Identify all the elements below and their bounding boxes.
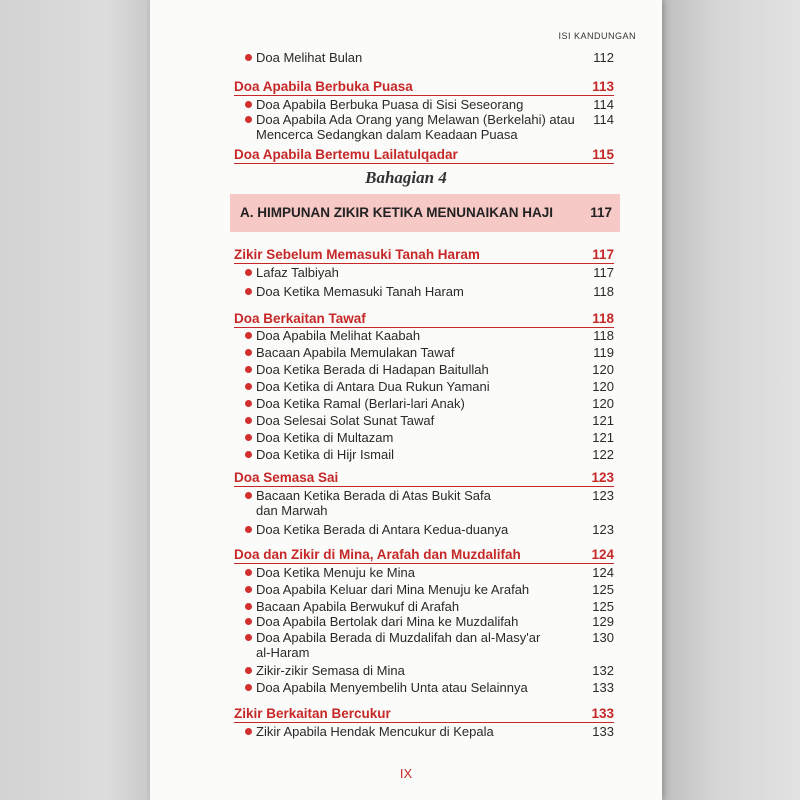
toc-item-page: 130 [592, 630, 614, 645]
toc-item-text: Bacaan Apabila Memulakan Tawaf [256, 345, 455, 360]
section-title: Zikir Sebelum Memasuki Tanah Haram [234, 247, 480, 262]
toc-item-page: 112 [593, 50, 614, 65]
bullet-icon [245, 54, 252, 61]
toc-item-page: 122 [592, 447, 614, 462]
toc-item-text: Doa Selesai Solat Sunat Tawaf [256, 413, 435, 428]
toc-item-page: 120 [592, 379, 614, 394]
toc-item-page: 133 [592, 680, 614, 695]
section-title: Doa Semasa Sai [234, 470, 339, 485]
banner-title: A. HIMPUNAN ZIKIR KETIKA MENUNAIKAN HAJI [240, 205, 553, 220]
toc-item-page: 117 [593, 265, 614, 280]
bullet-icon [245, 684, 252, 691]
section-underline [234, 722, 614, 723]
bullet-icon [245, 492, 252, 499]
bullet-icon [245, 586, 252, 593]
bullet-icon [245, 618, 252, 625]
bullet-icon [245, 332, 252, 339]
toc-item-text: Lafaz Talbiyah [256, 265, 339, 280]
bullet-icon [245, 451, 252, 458]
toc-item-page: 114 [593, 112, 614, 127]
bullet-icon [245, 101, 252, 108]
bullet-icon [245, 526, 252, 533]
toc-item-page: 114 [593, 97, 614, 112]
section-title: Zikir Berkaitan Bercukur [234, 706, 391, 721]
section-page: 123 [591, 470, 614, 485]
toc-item-text: Doa Ketika Berada di Hadapan Baitullah [256, 362, 489, 377]
bullet-icon [245, 434, 252, 441]
section-page: 115 [592, 147, 614, 162]
toc-item-page: 120 [592, 362, 614, 377]
bullet-icon [245, 288, 252, 295]
toc-item-page: 123 [592, 522, 614, 537]
left-page-background [0, 0, 150, 800]
bullet-icon [245, 728, 252, 735]
bullet-icon [245, 269, 252, 276]
toc-item-text: Doa Apabila Keluar dari Mina Menuju ke Arafah [256, 582, 530, 597]
toc-item-page: 125 [592, 599, 614, 614]
toc-item-text: Doa Melihat Bulan [256, 50, 363, 65]
toc-item-page: 118 [593, 284, 614, 299]
section-page: 124 [591, 547, 614, 562]
toc-item-text: Bacaan Apabila Berwukuf di Arafah [256, 599, 460, 614]
bullet-icon [245, 569, 252, 576]
toc-item-page: 124 [592, 565, 614, 580]
section-title: Doa Apabila Bertemu Lailatulqadar [234, 147, 458, 162]
toc-item-page: 119 [593, 345, 614, 360]
toc-item-text: Doa Apabila Ada Orang yang Melawan (Berkelahi) atau Mencerca Sedangkan dalam Keadaan Puasa [256, 112, 575, 142]
section-title: Doa Berkaitan Tawaf [234, 311, 366, 326]
toc-item-page: 133 [592, 724, 614, 739]
bullet-icon [245, 634, 252, 641]
toc-item-page: 129 [592, 614, 614, 629]
toc-item-text: Doa Ketika Berada di Antara Kedua-duanya [256, 522, 509, 537]
section-title: Doa Apabila Berbuka Puasa [234, 79, 413, 94]
toc-item-text: Doa Ketika di Antara Dua Rukun Yamani [256, 379, 490, 394]
toc-item-page: 120 [592, 396, 614, 411]
toc-item-text: Doa Ketika Menuju ke Mina [256, 565, 415, 580]
toc-item-text: Zikir-zikir Semasa di Mina [256, 663, 405, 678]
toc-item-text: Doa Apabila Menyembelih Unta atau Selainnya [256, 680, 528, 695]
bullet-icon [245, 116, 252, 123]
toc-item-text: Doa Ketika di Multazam [256, 430, 394, 445]
section-underline [234, 163, 614, 164]
toc-item-page: 125 [592, 582, 614, 597]
toc-item-page: 123 [592, 488, 614, 503]
section-underline [234, 95, 614, 96]
part-title: Bahagian 4 [365, 168, 447, 187]
bullet-icon [245, 366, 252, 373]
section-underline [234, 263, 614, 264]
toc-item-text: Zikir Apabila Hendak Mencukur di Kepala [256, 724, 494, 739]
section-page: 117 [592, 247, 614, 262]
section-underline [234, 486, 614, 487]
bullet-icon [245, 603, 252, 610]
bullet-icon [245, 349, 252, 356]
book-page [150, 0, 662, 800]
toc-item-page: 121 [592, 430, 614, 445]
bullet-icon [245, 383, 252, 390]
part-banner [230, 194, 620, 232]
table-of-contents [150, 0, 662, 800]
bullet-icon [245, 400, 252, 407]
toc-item-page: 118 [593, 328, 614, 343]
section-page: 118 [592, 311, 614, 326]
bullet-icon [245, 667, 252, 674]
toc-item-text: Doa Apabila Bertolak dari Mina ke Muzdalifah [256, 614, 519, 629]
toc-item-page: 132 [592, 663, 614, 678]
section-page: 113 [592, 79, 614, 94]
toc-item-text: Doa Ketika Memasuki Tanah Haram [256, 284, 464, 299]
section-underline [234, 563, 614, 564]
bullet-icon [245, 417, 252, 424]
banner-page: 117 [590, 205, 612, 220]
toc-item-text: Doa Ketika Ramal (Berlari-lari Anak) [256, 396, 465, 411]
toc-item-page: 121 [592, 413, 614, 428]
right-background [660, 0, 800, 800]
toc-item-text: Doa Ketika di Hijr Ismail [256, 447, 394, 462]
toc-item-text: Bacaan Ketika Berada di Atas Bukit Safa dan Marwah [256, 488, 491, 518]
toc-item-text: Doa Apabila Berada di Muzdalifah dan al-Masy'ar al-Haram [256, 630, 541, 660]
section-title: Doa dan Zikir di Mina, Arafah dan Muzdalifah [234, 547, 521, 562]
running-head: ISI KANDUNGAN [558, 31, 636, 41]
page-number: IX [399, 766, 413, 781]
toc-item-text: Doa Apabila Melihat Kaabah [256, 328, 421, 343]
section-page: 133 [591, 706, 614, 721]
toc-item-text: Doa Apabila Berbuka Puasa di Sisi Seseorang [256, 97, 524, 112]
